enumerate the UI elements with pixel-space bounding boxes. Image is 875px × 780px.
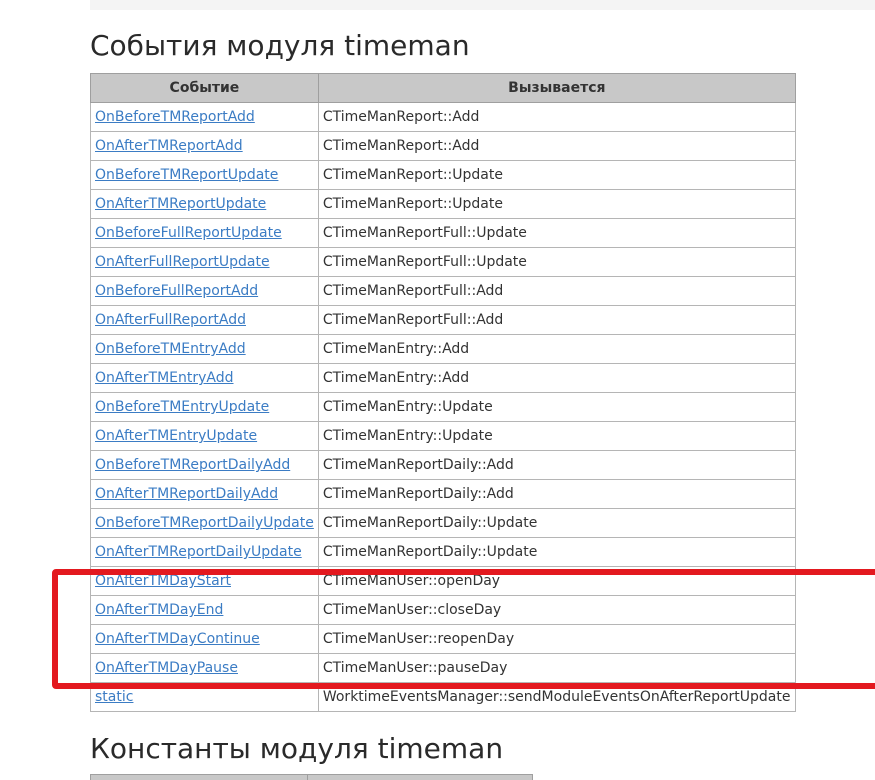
table-row [91, 190, 796, 219]
table-row [91, 161, 796, 190]
table-row [91, 248, 796, 277]
event-link[interactable]: OnAfterTMReportAdd [95, 138, 243, 154]
event-cell [91, 625, 319, 654]
called-cell: CTimeManReport::Add [318, 132, 795, 161]
event-link[interactable]: OnAfterTMEntryUpdate [95, 428, 258, 444]
constants-section-title: Константы модуля timeman [90, 732, 504, 765]
table-row [91, 451, 796, 480]
called-cell: CTimeManReportFull::Add [318, 306, 795, 335]
events-table [90, 73, 796, 712]
table-row [91, 277, 796, 306]
event-cell [91, 248, 319, 277]
table-row [91, 335, 796, 364]
table-row [91, 654, 796, 683]
table-row [91, 219, 796, 248]
event-cell [91, 132, 319, 161]
event-cell [91, 364, 319, 393]
table-row [91, 103, 796, 132]
table-row [91, 306, 796, 335]
called-cell: CTimeManReport::Add [318, 103, 795, 132]
called-cell: CTimeManUser::reopenDay [318, 625, 795, 654]
event-link[interactable]: OnBeforeFullReportUpdate [95, 225, 282, 241]
called-cell: CTimeManUser::openDay [318, 567, 795, 596]
event-link[interactable]: static [95, 689, 134, 705]
called-cell: CTimeManEntry::Update [318, 393, 795, 422]
event-link[interactable]: OnAfterTMDayStart [95, 573, 231, 589]
event-link[interactable]: OnAfterTMDayContinue [95, 631, 260, 647]
table-row [91, 596, 796, 625]
called-cell: CTimeManUser::pauseDay [318, 654, 795, 683]
event-cell [91, 480, 319, 509]
event-link[interactable]: OnAfterTMReportDailyAdd [95, 486, 279, 502]
event-link[interactable]: OnBeforeFullReportAdd [95, 283, 259, 299]
event-cell [91, 596, 319, 625]
table-row [91, 422, 796, 451]
events-table-header-row [91, 74, 796, 103]
called-cell: CTimeManUser::closeDay [318, 596, 795, 625]
event-link[interactable]: OnBeforeTMReportDailyUpdate [95, 515, 314, 531]
event-cell [91, 654, 319, 683]
event-cell [91, 277, 319, 306]
event-link[interactable]: OnAfterTMReportDailyUpdate [95, 544, 302, 560]
table-row [91, 509, 796, 538]
called-cell: CTimeManReportDaily::Update [318, 509, 795, 538]
event-link[interactable]: OnAfterTMDayEnd [95, 602, 224, 618]
called-cell: CTimeManReport::Update [318, 190, 795, 219]
table-row [91, 393, 796, 422]
event-link[interactable]: OnAfterTMReportUpdate [95, 196, 267, 212]
called-cell: CTimeManEntry::Update [318, 422, 795, 451]
event-link[interactable]: OnAfterTMDayPause [95, 660, 238, 676]
table-row [91, 364, 796, 393]
event-cell [91, 335, 319, 364]
called-cell: CTimeManReportDaily::Add [318, 480, 795, 509]
events-section-title: События модуля timeman [90, 29, 470, 62]
event-cell [91, 219, 319, 248]
table-row [91, 480, 796, 509]
event-cell [91, 393, 319, 422]
event-cell [91, 567, 319, 596]
called-cell: CTimeManReport::Update [318, 161, 795, 190]
called-cell: CTimeManReportFull::Update [318, 219, 795, 248]
table-row [91, 625, 796, 654]
called-cell: CTimeManReportDaily::Update [318, 538, 795, 567]
event-cell [91, 190, 319, 219]
previous-section-bottom [90, 0, 875, 10]
event-cell [91, 509, 319, 538]
event-cell [91, 683, 319, 712]
header-event: Событие [91, 74, 319, 103]
constants-table-header [90, 774, 533, 780]
event-link[interactable]: OnAfterTMEntryAdd [95, 370, 234, 386]
event-cell [91, 538, 319, 567]
event-link[interactable]: OnBeforeTMEntryUpdate [95, 399, 270, 415]
event-link[interactable]: OnAfterFullReportAdd [95, 312, 246, 328]
event-cell [91, 306, 319, 335]
table-row [91, 567, 796, 596]
constants-table-column-separator [307, 775, 308, 780]
event-cell [91, 422, 319, 451]
called-cell: CTimeManEntry::Add [318, 364, 795, 393]
called-cell: CTimeManReportFull::Update [318, 248, 795, 277]
table-row [91, 132, 796, 161]
event-cell [91, 161, 319, 190]
table-row [91, 683, 796, 712]
called-cell: CTimeManEntry::Add [318, 335, 795, 364]
called-cell: WorktimeEventsManager::sendModuleEventsOnAfterReportUpdate [318, 683, 795, 712]
event-cell [91, 451, 319, 480]
called-cell: CTimeManReportDaily::Add [318, 451, 795, 480]
header-called: Вызывается [318, 74, 795, 103]
event-link[interactable]: OnBeforeTMReportUpdate [95, 167, 279, 183]
event-link[interactable]: OnBeforeTMReportAdd [95, 109, 255, 125]
event-link[interactable]: OnBeforeTMEntryAdd [95, 341, 246, 357]
event-link[interactable]: OnAfterFullReportUpdate [95, 254, 270, 270]
called-cell: CTimeManReportFull::Add [318, 277, 795, 306]
event-cell [91, 103, 319, 132]
event-link[interactable]: OnBeforeTMReportDailyAdd [95, 457, 291, 473]
table-row [91, 538, 796, 567]
